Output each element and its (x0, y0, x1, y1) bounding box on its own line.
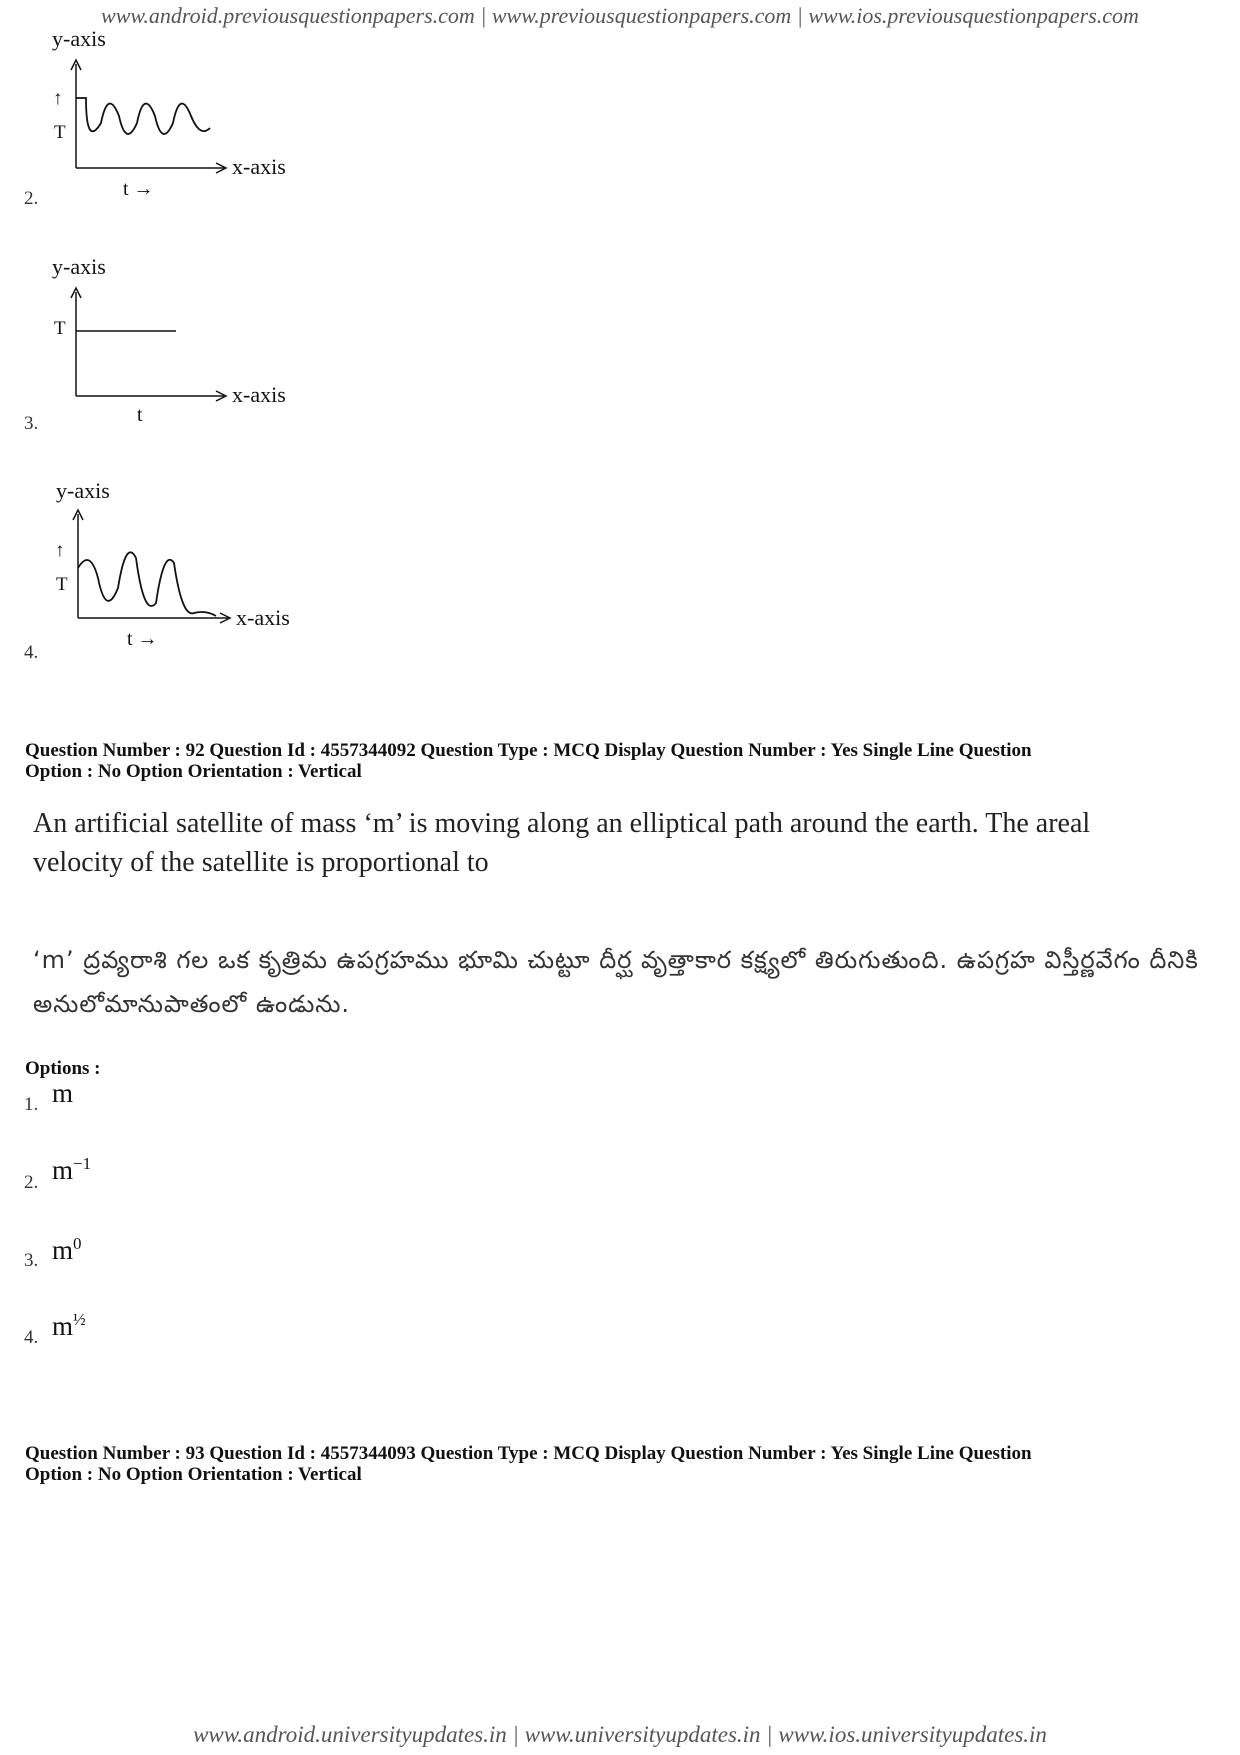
y-axis-label: y-axis (52, 254, 106, 279)
option-exponent: −1 (73, 1154, 92, 1173)
sine-wave-curve (76, 98, 210, 134)
question-92-text-english: An artificial satellite of mass ‘m’ is moving along an elliptical path around the earth. The areal velocity of the satellite is proportional to (33, 808, 1091, 878)
temperature-label: T (54, 122, 66, 143)
upward-arrow-label: ↑ (55, 540, 65, 561)
option-exponent: ½ (73, 1310, 86, 1329)
option-base: m (52, 1078, 74, 1108)
option-number: 2. (24, 1172, 39, 1193)
graph-option-4 (40, 478, 320, 648)
option-number: 4. (24, 1327, 39, 1348)
meta-line-1: Question Number : 93 Question Id : 4557344093 Question Type : MCQ Display Question Number : Yes Single Line Question (25, 1443, 1032, 1464)
option-number: 3. (24, 1250, 39, 1271)
footer-watermark-links: www.android.universityupdates.in | www.universityupdates.in | www.ios.universityupdates.in (193, 1722, 1047, 1747)
y-axis-label: y-axis (52, 26, 106, 51)
time-label: t → (123, 178, 154, 200)
option-2-value[interactable] (52, 1154, 91, 1186)
temperature-label: T (54, 318, 66, 339)
graph-option-2 (40, 26, 320, 200)
x-axis-label: x-axis (236, 605, 290, 630)
header-watermark-links: www.android.previousquestionpapers.com | www.previousquestionpapers.com | www.ios.previousquestionpapers.com (101, 3, 1139, 28)
y-axis-label: y-axis (56, 478, 110, 503)
option-base: m (52, 1311, 74, 1341)
option-3-value[interactable] (52, 1234, 82, 1266)
time-label: t (137, 404, 143, 426)
option-number: 4. (24, 642, 39, 663)
graph-option-3 (40, 254, 320, 424)
option-exponent: 0 (73, 1234, 82, 1253)
meta-line-2: Option : No Option Orientation : Vertical (25, 761, 362, 782)
meta-line-1: Question Number : 92 Question Id : 4557344092 Question Type : MCQ Display Question Number : Yes Single Line Question (25, 740, 1032, 761)
temperature-label: T (56, 574, 68, 595)
time-label: t → (127, 628, 158, 650)
option-base: m (52, 1235, 74, 1265)
question-92-text-telugu: ‘m’ ద్రవ్యరాశి గల ఒక కృత్రిమ ఉపగ్రహము భూమి చుట్టూ దీర్ఘ వృత్తాకార కక్ష్యలో తిరుగుతుంది. ఉపగ్రహ విస్తీర్ణవేగం దీనికి అనులోమానుపాతంలో ఉండును. (33, 946, 1199, 1018)
question-93-meta (25, 1443, 1215, 1485)
question-92-meta (25, 740, 1215, 782)
damped-wave-curve (78, 552, 216, 616)
option-number: 1. (24, 1094, 39, 1115)
upward-arrow-label: ↑ (53, 88, 63, 109)
meta-line-2: Option : No Option Orientation : Vertical (25, 1464, 362, 1485)
option-base: m (52, 1155, 74, 1185)
x-axis-label: x-axis (232, 382, 286, 407)
option-1-value[interactable] (52, 1078, 73, 1109)
x-axis-label: x-axis (232, 154, 286, 179)
option-number: 3. (24, 413, 39, 434)
graph-3-plot (40, 254, 270, 404)
option-number: 2. (24, 188, 39, 209)
graph-2-plot (40, 26, 270, 176)
option-4-value[interactable] (52, 1310, 86, 1342)
graph-4-plot (40, 478, 270, 628)
options-label: Options : (25, 1058, 101, 1079)
